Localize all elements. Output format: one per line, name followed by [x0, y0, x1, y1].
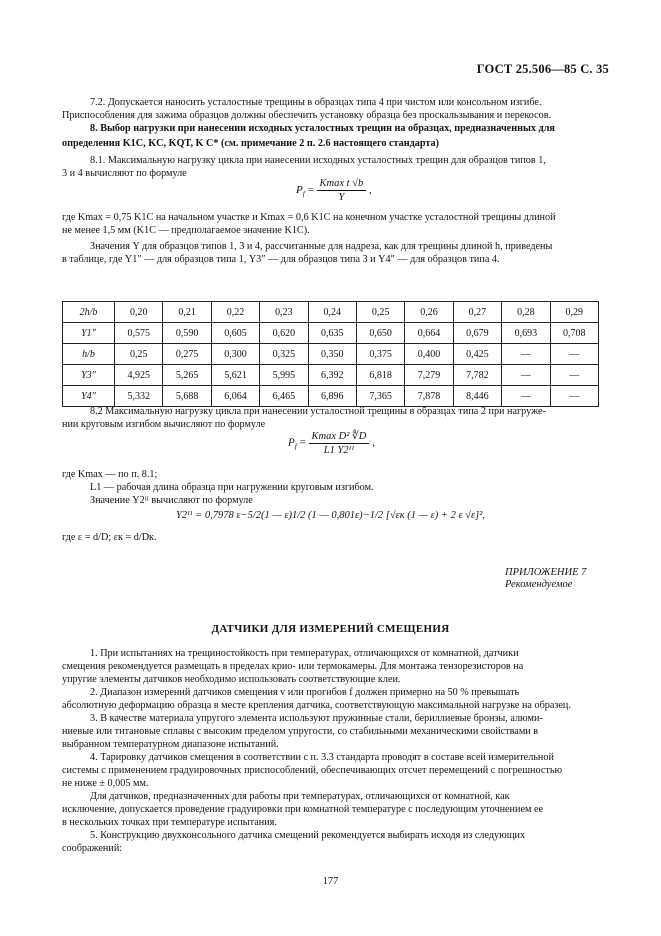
table-row	[63, 365, 599, 386]
table-cell: 5,265	[163, 365, 211, 386]
paragraph-line: не ниже ± 0,005 мм.	[62, 778, 149, 790]
item-1-cont	[62, 660, 599, 686]
paragraph-line: 2. Диапазон измерений датчиков смещения v или прогибов f должен примерно на 50 % превышать	[90, 687, 520, 698]
table-cell: 0,400	[405, 344, 453, 365]
item-5-cont	[62, 842, 599, 855]
item-3-cont	[62, 725, 599, 751]
formula-pf-1: $P_f$ = $\frac{\text{Kmax t √b}}{Y}$ ,	[296, 178, 372, 203]
y-values-intro	[62, 240, 599, 253]
paragraph-line: не менее 1,5 мм (K1C — предполагаемое значение K1C).	[62, 225, 310, 236]
section-8-heading-cont	[62, 137, 599, 150]
item-2	[62, 686, 599, 699]
paragraph-line: системы с применением градуировочных приспособлений, обеспечивающих отсчет перемещений с погрешностью	[62, 765, 563, 776]
formula-denominator: Y	[338, 192, 345, 203]
table-cell: —	[550, 344, 598, 365]
table-cell: 5,332	[115, 386, 163, 407]
table-cell: 0,25	[356, 302, 404, 323]
table-cell: 0,708	[550, 323, 598, 344]
kmax-definition	[62, 211, 599, 224]
paragraph-line: где Kmax — по п. 8.1;	[62, 469, 158, 480]
appendix-title: ПРИЛОЖЕНИЕ 7	[505, 567, 587, 578]
formula-tail: ,	[372, 436, 375, 449]
table-cell: 0,350	[308, 344, 356, 365]
table-cell: 5,688	[163, 386, 211, 407]
formula-lhs: P	[288, 436, 295, 449]
table-cell: 0,24	[308, 302, 356, 323]
table-cell: 0,20	[115, 302, 163, 323]
table-cell: 7,365	[356, 386, 404, 407]
item-5	[62, 829, 599, 842]
table-cell: 0,21	[163, 302, 211, 323]
table-cell: 0,635	[308, 323, 356, 344]
table-cell: 0,375	[356, 344, 404, 365]
paragraph-line: Для датчиков, предназначенных для работы при температурах, отличающихся от комнатной, как	[90, 791, 510, 802]
table-cell: —	[502, 344, 550, 365]
table-cell: 0,275	[163, 344, 211, 365]
table-cell: 0,25	[115, 344, 163, 365]
y-values-table	[62, 301, 599, 407]
item-4	[62, 751, 599, 764]
formula-pf-2: $P_f$ = $\frac{\text{Kmax D² ∜D}}{\text{L1 Y2ᴵᴵ}}$ ,	[288, 431, 375, 456]
table-cell: 0,29	[550, 302, 598, 323]
item-4-cont	[62, 764, 599, 790]
table-cell: 7,878	[405, 386, 453, 407]
table-cell: 0,325	[260, 344, 308, 365]
paragraph-8-2	[62, 405, 599, 418]
table-cell: 0,679	[453, 323, 501, 344]
paragraph-line: 5. Конструкцию двухконсольного датчика смещений рекомендуется выбирать исходя из следующих	[90, 830, 526, 841]
page-number: 177	[322, 876, 339, 887]
item-3	[62, 712, 599, 725]
appendix-label	[505, 567, 586, 591]
table-row	[63, 302, 599, 323]
table-row-header: Y4″	[63, 386, 115, 407]
item-1	[62, 647, 599, 660]
table-row-header: 2h/b	[63, 302, 115, 323]
formula-fraction	[317, 178, 367, 203]
table-cell: 0,22	[211, 302, 259, 323]
table-row	[63, 386, 599, 407]
formula-lhs-sub: f	[294, 441, 297, 451]
table-cell: 0,605	[211, 323, 259, 344]
table-cell: 5,621	[211, 365, 259, 386]
page-header: ГОСТ 25.506—85 С. 35	[476, 62, 609, 76]
paragraph-line: ниевые или титановые сплавы с высоким пределом упругости, со стабильными механическими свойствами в	[62, 726, 539, 737]
table-row-header: Y1″	[63, 323, 115, 344]
table-row	[63, 344, 599, 365]
formula-numerator: Kmax t √b	[317, 178, 367, 191]
paragraph-line: упругие элементы датчиков необходимо использовать соответствующие клеи.	[62, 674, 401, 686]
paragraph-line: абсолютную деформацию образца в месте крепления датчика, соответствующую максимальной нагрузке на образец.	[62, 700, 571, 711]
paragraph-7-2	[62, 96, 599, 109]
paragraph-line: 1. При испытаниях на трещиностойкость при температурах, отличающихся от комнатной, датчики	[90, 648, 519, 659]
table-cell: 6,064	[211, 386, 259, 407]
section-8-heading	[62, 122, 599, 135]
item-4-extra	[62, 790, 599, 803]
table-cell: 0,575	[115, 323, 163, 344]
paragraph-line: Приспособления для зажима образцов должны обеспечить установку образца без проскальзывания и перекосов.	[62, 110, 552, 121]
table-cell: 5,995	[260, 365, 308, 386]
table-cell: —	[550, 386, 598, 407]
paragraph-line: 8.2 Максимальную нагрузку цикла при нанесении усталостной трещины в образцах типа 2 при нагруже-	[90, 406, 546, 417]
paragraph-line: 4. Тарировку датчиков смещения в соответствии с п. 3.3 стандарта проводят в составе всей измерительной	[90, 752, 554, 763]
paragraph-line: где Kmax = 0,75 K1C на начальном участке и Kmax = 0,6 K1C на конечном участке усталостной трещины длиной	[62, 212, 556, 223]
paragraph-line: 7.2. Допускается наносить усталостные трещины в образцах типа 4 при чистом или консольном изгибе.	[90, 97, 542, 108]
table-cell: 6,465	[260, 386, 308, 407]
table-cell: 0,620	[260, 323, 308, 344]
table-cell: 0,664	[405, 323, 453, 344]
paragraph-line: 8.1. Максимальную нагрузку цикла при нанесении исходных усталостных трещин для образцов типов 1,	[90, 155, 546, 166]
formula-tail: ,	[368, 184, 372, 197]
formula-y2: Y2ᴵᴵ = 0,7978 ε−5/2(1 — ε)1/2 (1 — 0,801ε)−1/2 [√εк (1 — ε) + 2 ε √ε]²,	[176, 510, 486, 521]
table-cell: 0,28	[502, 302, 550, 323]
table-cell: 7,279	[405, 365, 453, 386]
heading-line: 8. Выбор нагрузки при нанесении исходных усталостных трещин на образцах, предназначенных для	[90, 123, 555, 134]
table-row	[63, 323, 599, 344]
paragraph-line: смещения рекомендуется размещать в пределах крио- или термокамеры. Для монтажа тензорезисторов на	[62, 661, 524, 672]
y-values-intro-cont	[62, 253, 599, 266]
paragraph-line: Значение Y2ᴵᴵ вычисляют по формуле	[90, 495, 253, 506]
table-cell: 0,590	[163, 323, 211, 344]
paragraph-line: Значения Y для образцов типов 1, 3 и 4, рассчитанные для надреза, как для трещины длиной h, приведены	[90, 241, 553, 252]
where-l1	[90, 481, 599, 494]
table-cell: 0,300	[211, 344, 259, 365]
table-cell: —	[502, 365, 550, 386]
appendix-subtitle: Рекомендуемое	[505, 579, 573, 590]
paragraph-line: нии круговым изгибом вычисляют по формуле	[62, 419, 266, 430]
where-kmax	[62, 468, 599, 481]
heading-line: определения K1C, KC, KQT, K C* (см. примечание 2 п. 2.6 настоящего стандарта)	[62, 138, 440, 149]
paragraph-line: 3. В качестве материала упругого элемента используют пружинные стали, бериллиевые бронзы, алюми-	[90, 713, 543, 724]
table-row-header: Y3″	[63, 365, 115, 386]
table-cell: 0,26	[405, 302, 453, 323]
table-cell: 4,925	[115, 365, 163, 386]
table-row-header: h/b	[63, 344, 115, 365]
item-2-cont	[62, 699, 599, 712]
formula-numerator: Kmax D² ∜D	[309, 430, 370, 444]
table-cell: 0,425	[453, 344, 501, 365]
table-cell: —	[502, 386, 550, 407]
kmax-definition-cont	[62, 224, 599, 237]
paragraph-line: исключение, допускается проведение градуировки при комнатной температуре с последующим уточнением ее	[62, 804, 544, 815]
table-cell: 7,782	[453, 365, 501, 386]
paragraph-line: где ε = d/D; εк = d/Dк.	[62, 532, 157, 543]
table-cell: 6,392	[308, 365, 356, 386]
table-cell: —	[550, 365, 598, 386]
table-cell: 0,23	[260, 302, 308, 323]
paragraph-line: в таблице, где Y1″ — для образцов типа 1, Y3″ — для образцов типа 3 и Y4″ — для образцов типа 4.	[62, 254, 500, 265]
paragraph-line: в нескольких точках при температуре испытания.	[62, 817, 277, 829]
table-cell: 6,818	[356, 365, 404, 386]
paragraph-7-2-cont	[62, 109, 599, 122]
epsilon-definition	[62, 531, 599, 544]
item-4-extra-cont	[62, 803, 599, 829]
paragraph-line: 3 и 4 вычисляют по формуле	[62, 168, 187, 179]
paragraph-line: соображений:	[62, 843, 123, 854]
table-cell: 0,27	[453, 302, 501, 323]
table-cell: 6,896	[308, 386, 356, 407]
section-title: ДАТЧИКИ ДЛЯ ИЗМЕРЕНИЙ СМЕЩЕНИЯ	[211, 623, 450, 635]
y2-intro	[62, 494, 599, 507]
paragraph-line: L1 — рабочая длина образца при нагружении круговым изгибом.	[90, 482, 374, 493]
table-cell: 0,693	[502, 323, 550, 344]
formula-lhs: P	[296, 184, 303, 197]
paragraph-8-1	[62, 154, 599, 167]
table-cell: 8,446	[453, 386, 501, 407]
formula-fraction	[309, 430, 370, 456]
paragraph-line: выбранном температурном диапазоне испытаний.	[62, 739, 279, 751]
formula-lhs-sub: f	[302, 189, 305, 199]
formula-denominator: L1 Y2ᴵᴵ	[323, 445, 355, 456]
table-cell: 0,650	[356, 323, 404, 344]
